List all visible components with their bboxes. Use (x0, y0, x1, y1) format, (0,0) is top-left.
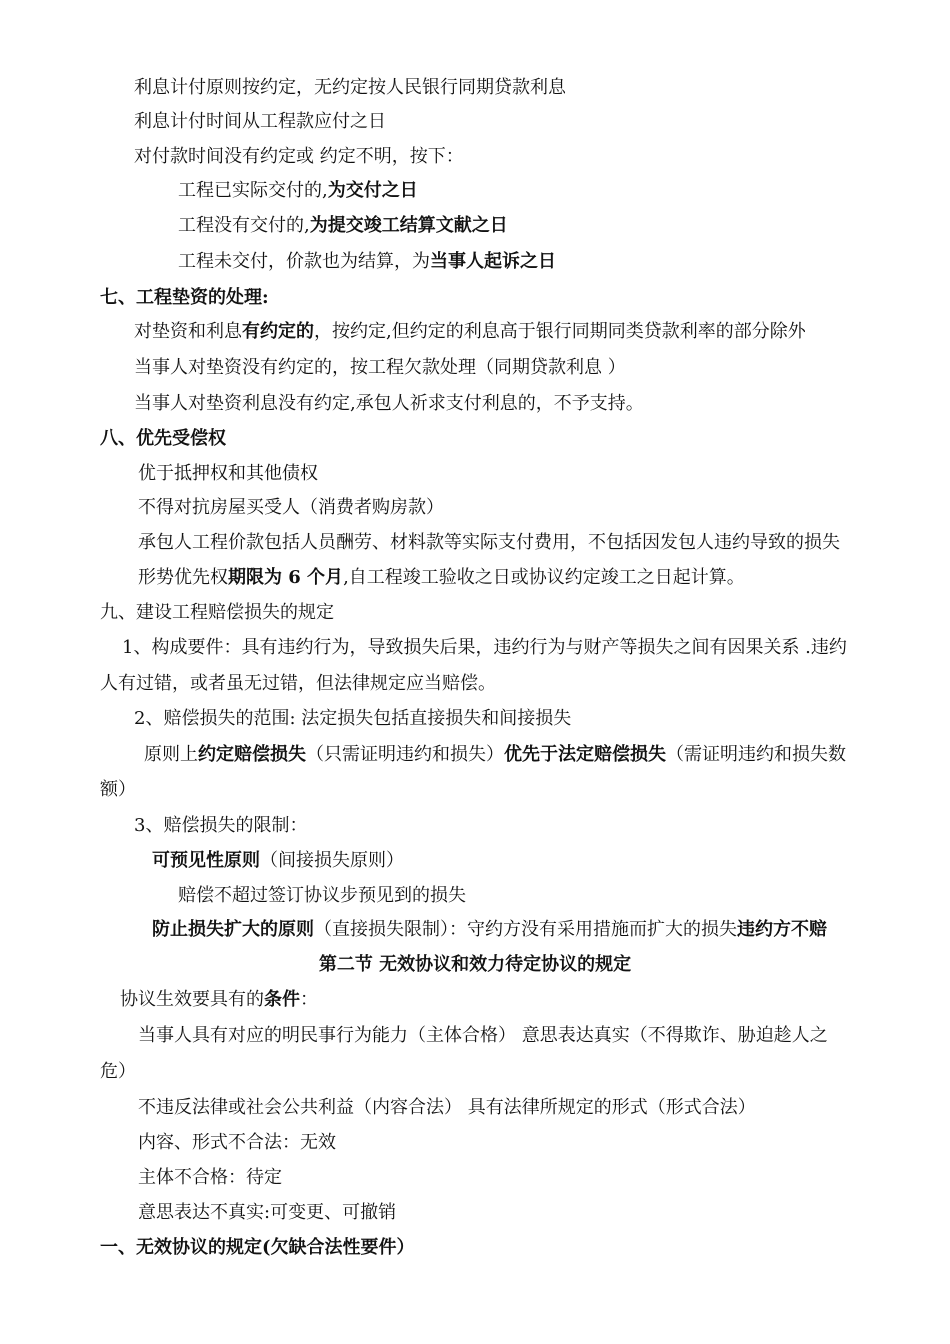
text-line: 对垫资和利息有约定的，按约定,但约定的利息高于银行同期同类贷款利率的部分除外 (134, 321, 806, 342)
text-line: 当事人具有对应的明民事行为能力（主体合格） 意思表达真实（不得欺诈、胁迫趁人之 (138, 1025, 828, 1046)
text-line: 利息计付时间从工程款应付之日 (134, 111, 386, 132)
bold-emphasis: 为提交竣工结算文献之日 (309, 215, 508, 236)
text-line: 1、构成要件：具有违约行为，导致损失后果，违约行为与财产等损失之间有因果关系 .违约 (122, 637, 847, 658)
text-line: 赔偿不超过签订协议步预见到的损失 (178, 885, 466, 906)
bold-emphasis: 防止损失扩大的原则 (152, 919, 314, 940)
text-line: 可预见性原则（间接损失原则） (152, 850, 404, 871)
text-line: 对付款时间没有约定或 约定不明，按下： (134, 146, 464, 167)
text-line: 工程已实际交付的,为交付之日 (178, 180, 418, 201)
text-line: 额） (100, 779, 136, 800)
bold-emphasis: 优先于法定赔偿损失 (504, 744, 666, 765)
section-heading: 一、无效协议的规定(欠缺合法性要件） (100, 1237, 415, 1258)
text-line: 危） (100, 1061, 136, 1082)
text-line: 不违反法律或社会公共利益（内容合法） 具有法律所规定的形式（形式合法） (138, 1097, 756, 1118)
text-line: 工程未交付，价款也为结算，为当事人起诉之日 (178, 251, 556, 272)
bold-emphasis: 条件 (264, 989, 300, 1010)
bold-emphasis: 可预见性原则 (152, 850, 260, 871)
text-line: 优于抵押权和其他债权 (138, 463, 318, 484)
text-line: 人有过错，或者虽无过错，但法律规定应当赔偿。 (100, 673, 496, 694)
section-heading: 九、建设工程赔偿损失的规定 (100, 602, 334, 623)
text-line: 工程没有交付的,为提交竣工结算文献之日 (178, 215, 508, 236)
text-line: 主体不合格：待定 (138, 1167, 282, 1188)
text-line: 内容、形式不合法：无效 (138, 1132, 336, 1153)
text-line: 2、赔偿损失的范围: 法定损失包括直接损失和间接损失 (134, 708, 572, 729)
text-line: 防止损失扩大的原则（直接损失限制）：守约方没有采用措施而扩大的损失违约方不赔 (152, 919, 827, 940)
text-line: 协议生效要具有的条件： (120, 989, 318, 1010)
section-heading: 八、优先受偿权 (100, 428, 226, 449)
chapter-heading: 第二节 无效协议和效力待定协议的规定 (318, 954, 632, 975)
text-line: 承包人工程价款包括人员酬劳、材料款等实际支付费用，不包括因发包人违约导致的损失 (138, 532, 840, 553)
section-heading: 七、工程垫资的处理: (100, 287, 269, 308)
bold-emphasis: 约定赔偿损失 (198, 744, 306, 765)
text-line: 当事人对垫资利息没有约定,承包人祈求支付利息的，不予支持。 (134, 393, 644, 414)
bold-emphasis: 为交付之日 (327, 180, 418, 201)
bold-emphasis: 有约定的 (242, 321, 314, 342)
text-line: 当事人对垫资没有约定的，按工程欠款处理（同期贷款利息 ） (134, 357, 626, 378)
text-line: 意思表达不真实:可变更、可撤销 (138, 1202, 397, 1223)
text-line: 3、赔偿损失的限制： (134, 815, 308, 836)
text-line: 利息计付原则按约定，无约定按人民银行同期贷款利息 (134, 77, 566, 98)
bold-emphasis: 期限为 6 个月 (228, 567, 344, 588)
text-line: 不得对抗房屋买受人（消费者购房款） (138, 497, 444, 518)
bold-emphasis: 违约方不赔 (737, 919, 827, 940)
text-line: 形势优先权期限为 6 个月,自工程竣工验收之日或协议约定竣工之日起计算。 (138, 567, 745, 588)
text-line: 原则上约定赔偿损失（只需证明违约和损失）优先于法定赔偿损失（需证明违约和损失数 (144, 744, 846, 765)
bold-emphasis: 当事人起诉之日 (430, 251, 556, 272)
